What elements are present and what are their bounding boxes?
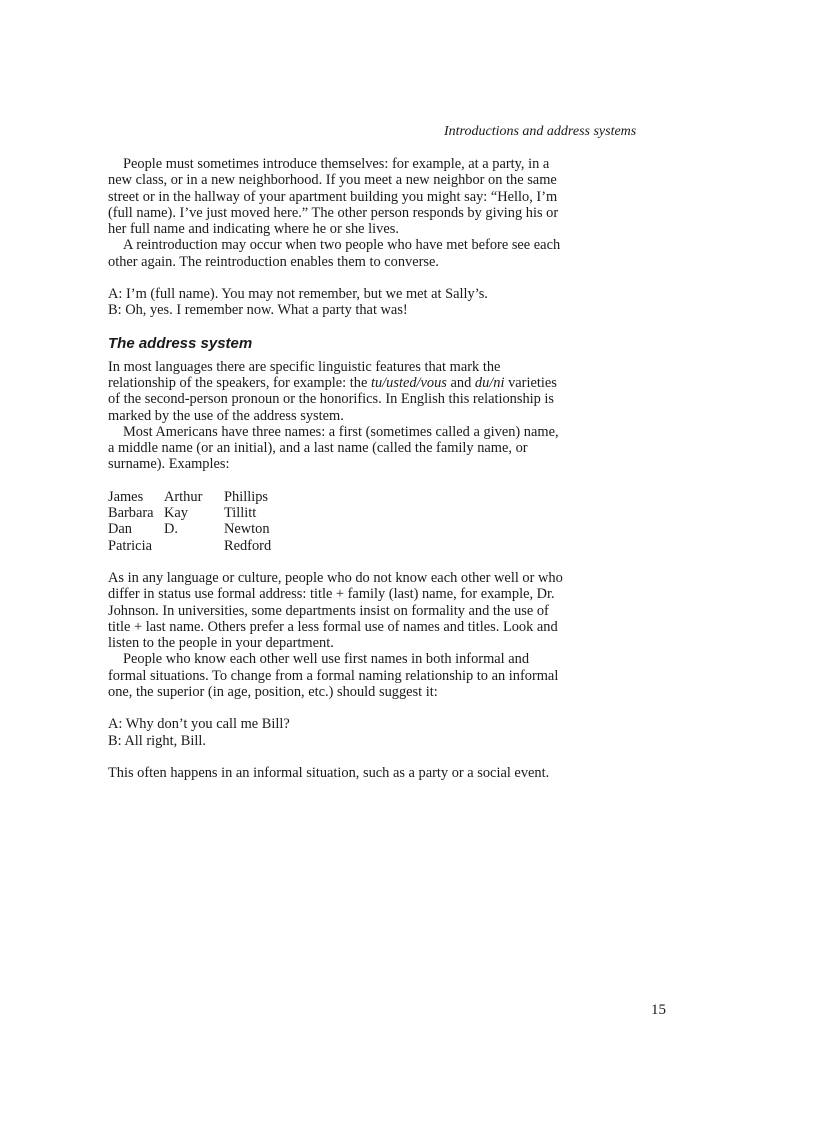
running-header: Introductions and address systems xyxy=(444,124,637,139)
table-row: Barbara Kay Tillitt xyxy=(108,505,257,522)
dialogue-line-a: A: Why don’t you call me Bill? xyxy=(108,716,290,733)
paragraph-reintroduction: A reintroduction may occur when two people who have met before see each other again. The reintroduction enables them to converse. xyxy=(108,237,561,270)
names-table xyxy=(108,489,279,554)
dialogue-line-b: B: Oh, yes. I remember now. What a party that was! xyxy=(108,302,408,319)
paragraph-formal-address: As in any language or culture, people who do not know each other well or who differ in status use formal address: title + family (last) name, for example, Dr. Johnson. In universities, some departments insist on formality and the use of title + last name. Others prefer a less formal use of names and titles. Look and listen to the people in your department. xyxy=(108,569,563,652)
dialogue-line-b: B: All right, Bill. xyxy=(108,732,206,749)
paragraph-closing: This often happens in an informal situation, such as a party or a social event. xyxy=(108,764,550,781)
paragraph-introductions: People must sometimes introduce themselves: for example, at a party, in a new class, or in a new neighborhood. If you meet a new neighbor on the same street or in the hallway of your apartment building you might say: “Hello, I’m (full name). I’ve just moved here.” The other person responds by giving his or her full name and indicating where he or she lives. xyxy=(108,156,559,238)
table-row: Patricia Redford xyxy=(108,537,272,554)
paragraph-three-names: Most Americans have three names: a first (sometimes called a given) name, a middle name (or an initial), and a last name (called the family name, or surname). Examples: xyxy=(108,423,559,473)
dialogue-line-a: A: I’m (full name). You may not remember, but we met at Sally’s. xyxy=(108,286,488,303)
paragraph-linguistic-features: In most languages there are specific linguistic features that mark the relationship of the speakers, for example: the tu/usted/vous and du/ni varieties of the second-person pronoun or the honorifics. In English this relationship is marked by the use of the address system. xyxy=(108,358,557,424)
page-body xyxy=(108,156,568,781)
paragraph-first-names: People who know each other well use first names in both informal and formal situations. To change from a formal naming relationship to an informal one, the superior (in age, position, etc.) should suggest it: xyxy=(108,651,559,701)
term-tu-usted-vous: tu/usted/vous xyxy=(370,374,447,391)
section-heading: The address system xyxy=(108,334,253,352)
page-number: 15 xyxy=(651,1002,666,1018)
term-du-ni: du/ni xyxy=(474,374,505,391)
table-row: James Arthur Phillips xyxy=(108,488,268,505)
table-row: Dan D. Newton xyxy=(108,521,270,538)
